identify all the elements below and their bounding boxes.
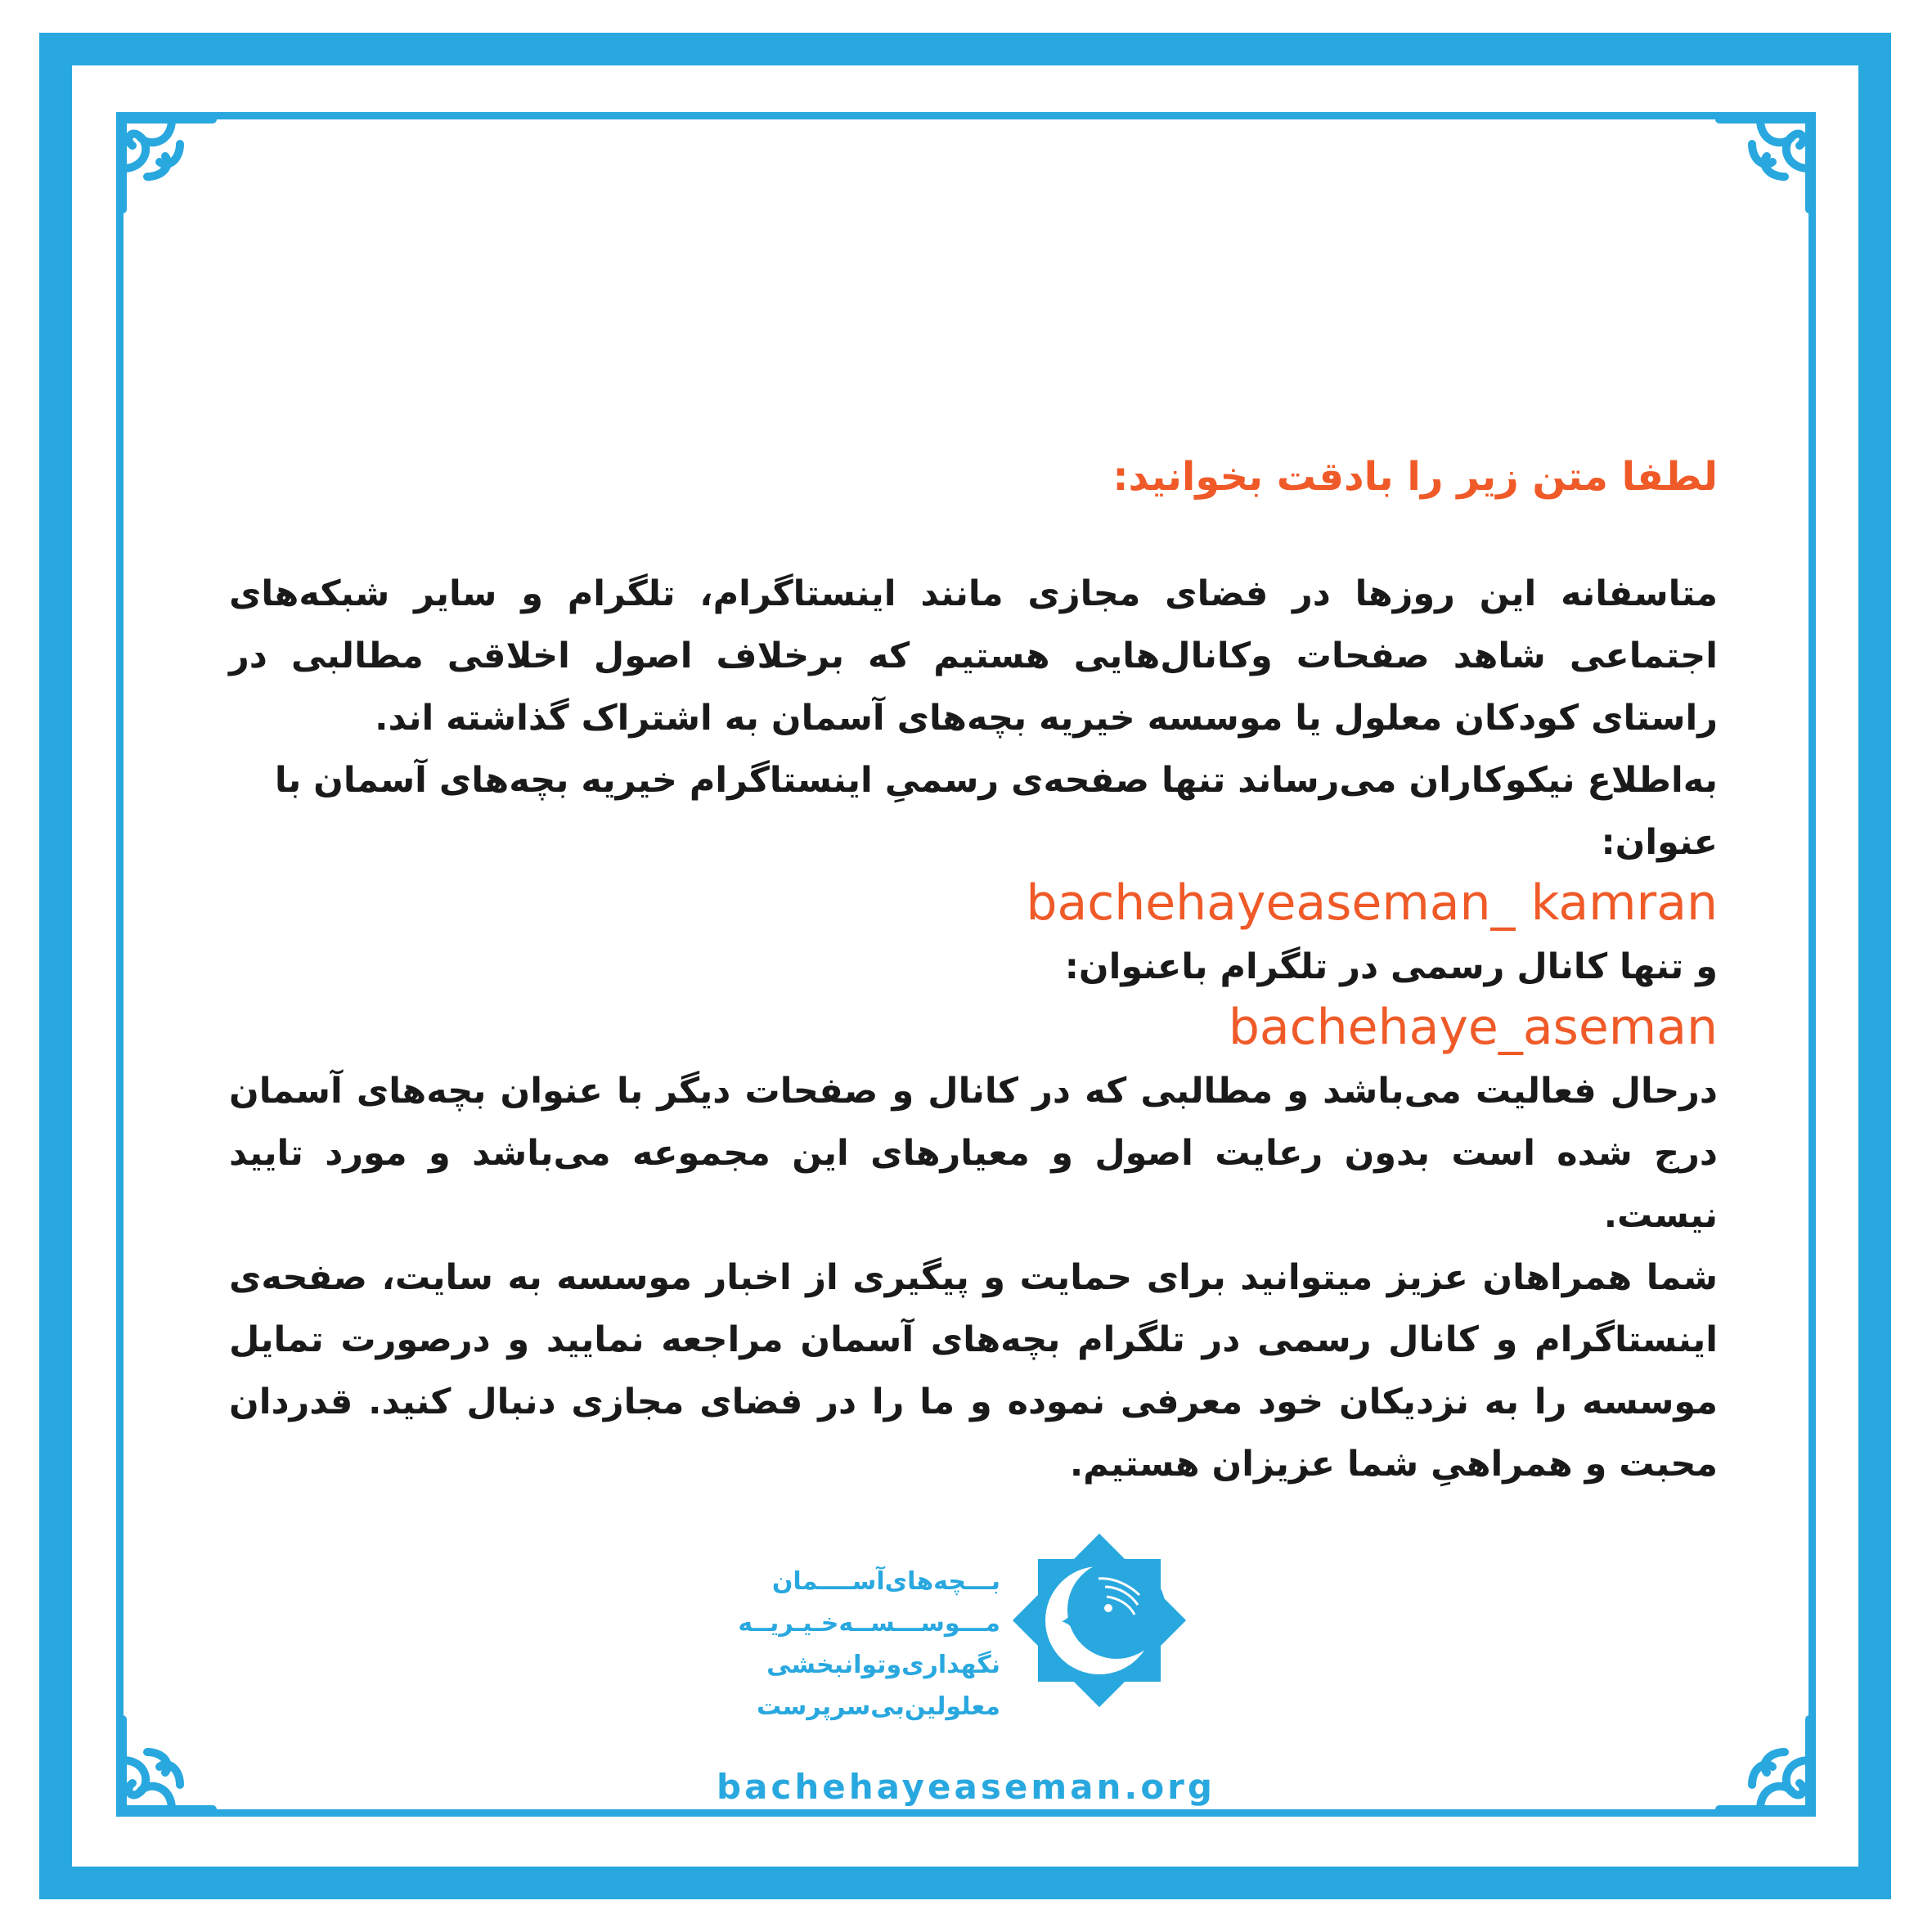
intro-paragraph: متاسفانه این روزها در فضای مجازی مانند اینستاگرام، تلگرام و سایر شبکه‌های اجتماعی شاهد صفحات وکانال‌هایی هستیم که برخلاف اصول اخلاقی مطالبی در راستای کودکان معلول یا موسسه خیریه بچه‌های آسمان به اشتراک گذاشته اند.: [229, 573, 1718, 739]
notice-heading: لطفا متن زیر را بادقت بخوانید:: [1112, 454, 1718, 500]
closing-paragraph: شما همراهان عزیز میتوانید برای حمایت و پیگیری از اخبار موسسه به سایت، صفحه‌ی اینستاگرام و کانال رسمی در تلگرام بچه‌های آسمان مراجعه نمایید و درصورت تمایل موسسه را به نزدیکان خود معرفی نموده و ما را در فضای مجازی دنبال کنید. قدردان محبت و همراهیِ شما عزیزان هستیم.: [229, 1257, 1718, 1485]
telegram-handle: bachehaye_aseman: [1228, 999, 1718, 1056]
corner-ornament-icon: [1711, 111, 1817, 218]
notice-content: [229, 448, 1718, 1495]
website-url[interactable]: bachehayeaseman.org: [717, 1767, 1215, 1807]
star-moon-face-logo-icon: [1009, 1530, 1190, 1711]
instagram-intro: به‌اطلاع نیکوکاران می‌رساند تنها صفحه‌ی رسمیِ اینستاگرام خیریه بچه‌های آسمان با عنوان:: [274, 760, 1718, 863]
logo-line: مـــوســـســه‌خـیـریــه: [738, 1609, 1000, 1638]
telegram-intro: و تنها کانال رسمی در تلگرام باعنوان:: [1064, 946, 1718, 987]
corner-ornament-icon: [115, 111, 221, 218]
logo-line: نگهداری‌وتوانبخشی: [766, 1651, 1000, 1679]
charity-logo: [732, 1530, 1190, 1783]
warning-paragraph: درحال فعالیت می‌باشد و مطالبی که در کانال و صفحات دیگر با عنوان بچه‌های آسمان درج شده است بدون رعایت اصول و معیارهای این مجموعه می‌باشد و مورد تایید نیست.: [229, 1071, 1718, 1236]
logo-text: [738, 1561, 1000, 1728]
logo-line: بـــچه‌های‌آســــمان: [771, 1567, 1000, 1596]
logo-line: معلولین‌بی‌سرپرست: [756, 1692, 1000, 1721]
instagram-handle: bachehayeaseman_ kamran: [1026, 874, 1718, 932]
